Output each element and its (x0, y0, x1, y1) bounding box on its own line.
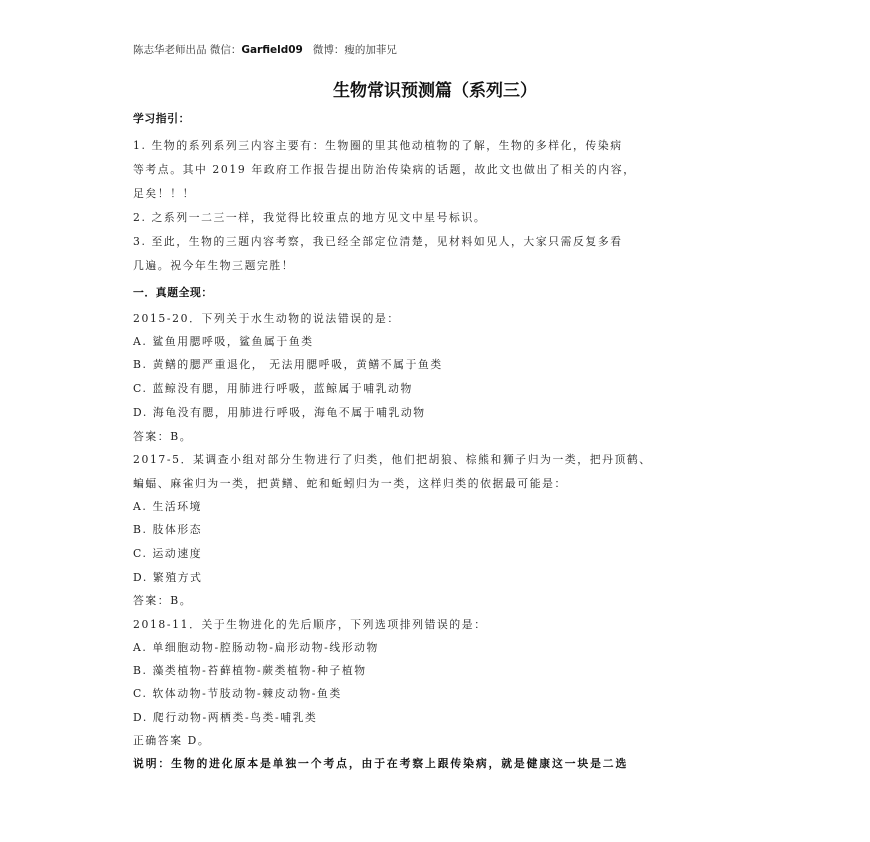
section-heading: 一．真题全现： (133, 286, 213, 299)
question-stem: 蝙蝠、麻雀归为一类，把黄鳝、蛇和蚯蚓归为一类，这样归类的依据最可能是： (133, 477, 567, 490)
question-option: A. 生活环境 (133, 500, 203, 513)
question-option: B. 黄鳝的腮严重退化， 无法用腮呼吸，黄鳝不属于鱼类 (133, 358, 443, 371)
question-option: B. 肢体形态 (133, 523, 203, 536)
question-stem: 2015-20．下列关于水生动物的说法错误的是： (133, 312, 400, 325)
page-header (133, 42, 397, 57)
guide-line: 2. 之系列一二三一样，我觉得比较重点的地方见文中星号标识。 (133, 211, 487, 224)
guide-line: 等考点。其中 2019 年政府工作报告提出防治传染病的话题，故此文也做出了相关的内容， (133, 163, 636, 176)
question-option: D. 爬行动物-两栖类-鸟类-哺乳类 (133, 711, 318, 724)
question-option: D. 繁殖方式 (133, 571, 203, 584)
guide-heading: 学习指引： (133, 112, 190, 125)
question-option: C. 蓝鲸没有腮，用肺进行呼吸，蓝鲸属于哺乳动物 (133, 382, 413, 395)
guide-line: 1. 生物的系列系列三内容主要有：生物圈的里其他动植物的了解，生物的多样化，传染病 (133, 139, 623, 152)
guide-line: 足矣！！！ (133, 187, 195, 200)
question-stem: 2018-11．关于生物进化的先后顺序，下列选项排列错误的是： (133, 618, 487, 631)
header-author: 陈志华老师出品 (133, 44, 207, 56)
question-answer: 答案：B。 (133, 594, 193, 607)
header-wechat-label: 微信： (209, 44, 242, 56)
question-option: C. 软体动物-节肢动物-棘皮动物-鱼类 (133, 687, 342, 700)
question-stem: 2017-5．某调查小组对部分生物进行了归类，他们把胡狼、棕熊和狮子归为一类，把丹顶鹤、 (133, 453, 652, 466)
question-option: D. 海龟没有腮，用肺进行呼吸，海龟不属于哺乳动物 (133, 406, 426, 419)
explanation-note: 说明：生物的进化原本是单独一个考点，由于在考察上跟传染病，就是健康这一块是二选 (133, 757, 629, 770)
question-option: A. 鲨鱼用腮呼吸，鲨鱼属于鱼类 (133, 335, 314, 348)
question-option: B. 藻类植物-苔藓植物-蕨类植物-种子植物 (133, 664, 367, 677)
page-title: 生物常识预测篇（系列三） (333, 81, 537, 101)
question-option: A. 单细胞动物-腔肠动物-扁形动物-线形动物 (133, 641, 379, 654)
question-option: C. 运动速度 (133, 547, 203, 560)
header-wechat-id: Garfield09 (241, 44, 303, 56)
question-answer: 正确答案 D。 (133, 734, 211, 747)
question-answer: 答案：B。 (133, 430, 193, 443)
guide-line: 几遍。祝今年生物三题完胜！ (133, 259, 295, 272)
header-weibo: 微博：瘦的加菲兄 (312, 44, 397, 56)
guide-line: 3. 至此，生物的三题内容考察，我已经全部定位清楚，见材料如见人，大家只需反复多看 (133, 235, 623, 248)
